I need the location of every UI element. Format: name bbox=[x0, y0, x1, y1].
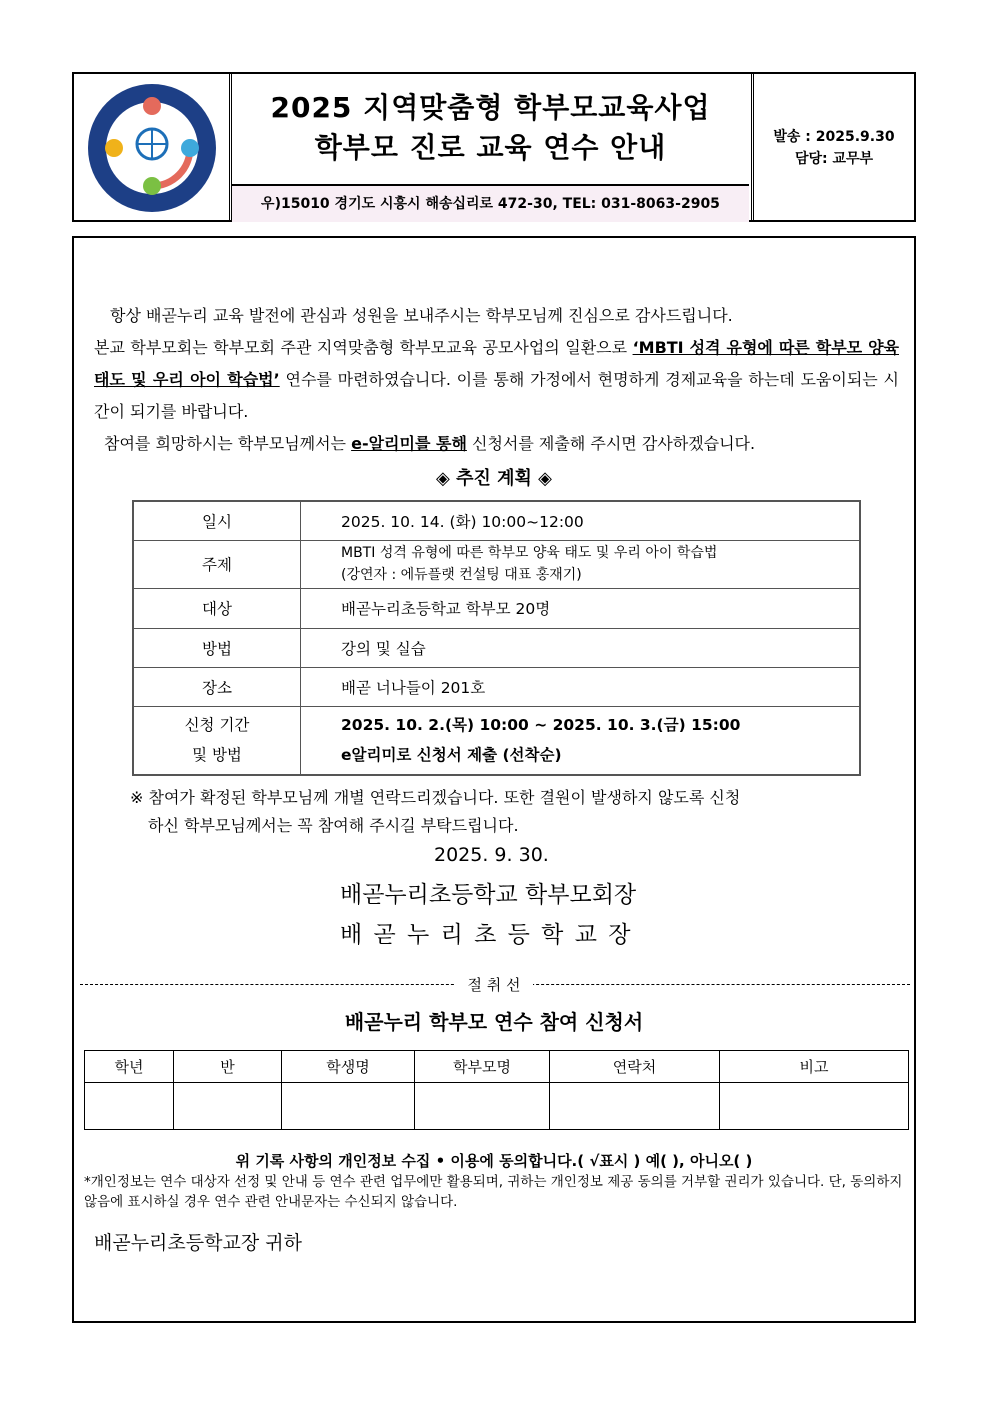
department: 담당: 교무부 bbox=[794, 151, 874, 167]
addressee: 배곧누리초등학교장 귀하 bbox=[94, 1232, 302, 1254]
topic: MBTI 성격 유형에 따른 학부모 양육 태도 및 우리 아이 학습법 bbox=[341, 545, 718, 561]
table-row bbox=[133, 667, 860, 706]
row-value bbox=[301, 706, 861, 775]
table-header bbox=[85, 1051, 909, 1083]
section-heading: ◈ 추진 계획 ◈ bbox=[435, 468, 553, 489]
row-value: 배곧누리초등학교 학부모 20명 bbox=[301, 588, 861, 628]
apply-text: 참여를 희망하시는 학부모님께서는 bbox=[104, 434, 352, 453]
row-label: 대상 bbox=[133, 588, 301, 628]
remarks-field[interactable] bbox=[720, 1083, 909, 1130]
table-row bbox=[133, 588, 860, 628]
application-table bbox=[84, 1050, 909, 1130]
notice-body bbox=[72, 236, 916, 1323]
row-value bbox=[301, 540, 861, 588]
col-remarks: 비고 bbox=[720, 1051, 909, 1083]
row-value: 2025. 10. 14. (화) 10:00~12:00 bbox=[301, 501, 861, 540]
col-parent: 학부모명 bbox=[415, 1051, 550, 1083]
row-label: 주제 bbox=[133, 540, 301, 588]
col-class: 반 bbox=[174, 1051, 282, 1083]
issue-info bbox=[751, 74, 914, 220]
note-line-2: 하신 학부모님께서는 꼭 참여해 주시길 부탁드립니다. bbox=[148, 816, 519, 835]
row-value: 배곧 너나들이 201호 bbox=[301, 667, 861, 706]
student-field[interactable] bbox=[282, 1083, 415, 1130]
form-title: 배곧누리 학부모 연수 참여 신청서 bbox=[344, 1010, 644, 1034]
intro-text: 본교 학부모회는 학부모회 주관 지역맞춤형 학부모교육 공모사업의 일환으로 bbox=[94, 338, 633, 357]
letterhead bbox=[72, 72, 916, 222]
table-row bbox=[85, 1083, 909, 1130]
table-row bbox=[133, 706, 860, 775]
plan-table bbox=[132, 500, 861, 776]
col-student: 학생명 bbox=[282, 1051, 415, 1083]
apply-text-2: 신청서를 제출해 주시면 감사하겠습니다. bbox=[466, 434, 756, 453]
parent-field[interactable] bbox=[415, 1083, 550, 1130]
intro-text-2: 연수를 마련하였습니다. 이를 통해 가정에서 현명하게 경제교육을 하는데 도움이되는 시간이 되기를 바랍니다. bbox=[94, 370, 899, 421]
table-row bbox=[133, 540, 860, 588]
method: e알리미로 신청서 제출 (선착순) bbox=[341, 746, 562, 765]
program-title: ‘MBTI 성격 유형에 따른 학부모 양육 태도 및 우리 아이 학습법’ bbox=[94, 338, 899, 389]
privacy-notice: *개인정보는 연수 대상자 선정 및 안내 등 연수 관련 업무에만 활용되며, 귀하는 개인정보 제공 동의를 거부할 권리가 있습니다. 단, 동의하지 않음에 표시하실 경우 연수 관련 안내문자는 수신되지 않습니다. bbox=[84, 1174, 903, 1210]
row-label: 일시 bbox=[133, 501, 301, 540]
class-field[interactable] bbox=[174, 1083, 282, 1130]
note bbox=[130, 784, 935, 840]
label-2: 및 방법 bbox=[192, 746, 242, 765]
paragraph-intro bbox=[94, 332, 899, 428]
issue-date: 2025. 9. 30. bbox=[434, 844, 549, 866]
note-line-1: ※ 참여가 확정된 학부모님께 개별 연락드리겠습니다. 또한 결원이 발생하지 않도록 신청 bbox=[130, 788, 741, 807]
paragraph-apply bbox=[94, 428, 909, 460]
school-logo bbox=[74, 74, 232, 220]
row-label: 방법 bbox=[133, 628, 301, 667]
period: 2025. 10. 2.(목) 10:00 ~ 2025. 10. 3.(금) 15:00 bbox=[341, 716, 741, 735]
row-label bbox=[133, 706, 301, 775]
paragraph-greeting: 항상 배곧누리 교육 발전에 관심과 성원을 보내주시는 학부모님께 진심으로 감사드립니다. bbox=[110, 306, 733, 325]
speaker: (강연자 : 에듀플랫 컨설팅 대표 홍재기) bbox=[341, 567, 582, 583]
table-row bbox=[133, 501, 860, 540]
contact-field[interactable] bbox=[550, 1083, 720, 1130]
apply-method: e-알리미를 통해 bbox=[351, 434, 467, 453]
sent-date: 발송 : 2025.9.30 bbox=[773, 129, 895, 145]
consent-statement: 위 기록 사항의 개인정보 수집 • 이용에 동의합니다.( √표시 ) 예( ), 아니오( ) bbox=[235, 1152, 753, 1170]
col-contact: 연락처 bbox=[550, 1051, 720, 1083]
signer-pta: 배곧누리초등학교 학부모회장 bbox=[340, 882, 637, 908]
label-1: 신청 기간 bbox=[184, 716, 250, 735]
title-block bbox=[232, 74, 749, 183]
school-address: 우)15010 경기도 시흥시 해송십리로 472-30, TEL: 031-8063-2905 bbox=[232, 184, 749, 222]
row-label: 장소 bbox=[133, 667, 301, 706]
cut-label: 절 취 선 bbox=[455, 976, 532, 994]
title-line-2: 학부모 진로 교육 연수 안내 bbox=[314, 131, 667, 164]
cut-label-wrap bbox=[74, 974, 914, 995]
col-grade: 학년 bbox=[85, 1051, 174, 1083]
signer-principal: 배 곧 누 리 초 등 학 교 장 bbox=[340, 922, 633, 948]
table-row bbox=[133, 628, 860, 667]
row-value: 강의 및 실습 bbox=[301, 628, 861, 667]
grade-field[interactable] bbox=[85, 1083, 174, 1130]
title-line-1: 2025 지역맞춤형 학부모교육사업 bbox=[270, 91, 711, 124]
